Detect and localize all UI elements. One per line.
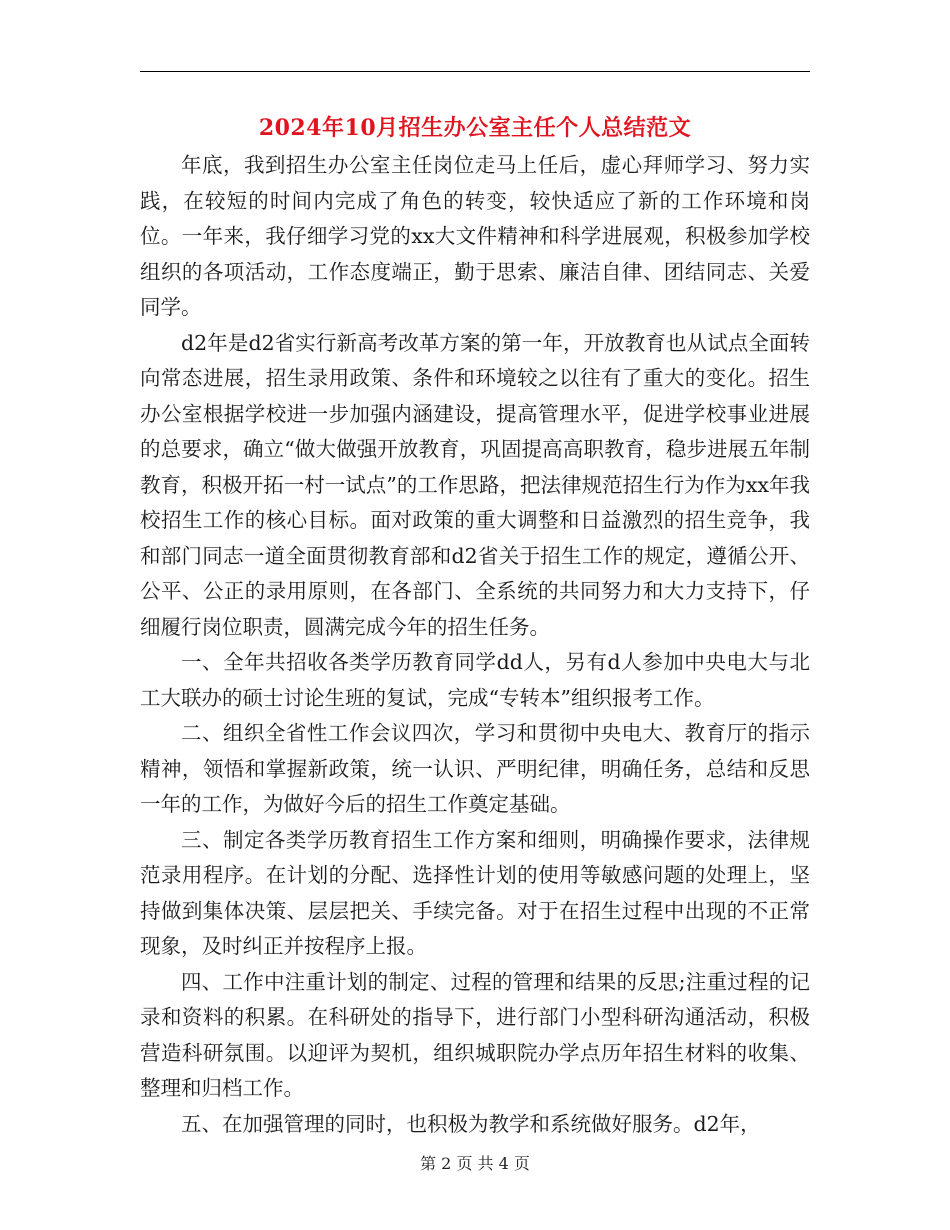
- paragraph-policy: d2年是d2省实行新高考改革方案的第一年，开放教育也从试点全面转向常态进展，招生录用政策、条件和环境较之以往有了重大的变化。招生办公室根据学校进一步加强内涵建设，提高管理水平，促进学校事业进展的总要求，确立“做大做强开放教育，巩固提高高职教育，稳步进展五年制教育，积极开拓一村一试点”的工作思路，把法律规范招生行为作为xx年我校招生工作的核心目标。面对政策的重大调整和日益激烈的招生竞争，我和部门同志一道全面贯彻教育部和d2省关于招生工作的规定，遵循公开、公平、公正的录用原则，在各部门、全系统的共同努力和大力支持下，仔细履行岗位职责，圆满完成今年的招生任务。: [140, 330, 810, 639]
- paragraph-item-4: 四、工作中注重计划的制定、过程的管理和结果的反思;注重过程的记录和资料的积累。在科研处的指导下，进行部门小型科研沟通活动，积极营造科研氛围。以迎评为契机，组织城职院办学点历年招生材料的收集、整理和归档工作。: [140, 969, 810, 1100]
- paragraph-item-2: 二、组织全省性工作会议四次，学习和贯彻中央电大、教育厅的指示精神，领悟和掌握新政策，统一认识、严明纪律，明确任务，总结和反思一年的工作，为做好今后的招生工作奠定基础。: [140, 721, 810, 816]
- paragraph-item-1: 一、全年共招收各类学历教育同学dd人，另有d人参加中央电大与北工大联办的硕士讨论生班的复试，完成“专转本”组织报考工作。: [140, 650, 810, 710]
- paragraph-intro: 年底，我到招生办公室主任岗位走马上任后，虚心拜师学习、努力实践，在较短的时间内完成了角色的转变，较快适应了新的工作环境和岗位。一年来，我仔细学习党的xx大文件精神和科学进展观，积极参加学校组织的各项活动，工作态度端正，勤于思索、廉洁自律、团结同志、关爱同学。: [140, 153, 810, 319]
- document-body: [140, 148, 810, 1142]
- paragraph-item-3: 三、制定各类学历教育招生工作方案和细则，明确操作要求，法律规范录用程序。在计划的分配、选择性计划的使用等敏感问题的处理上，坚持做到集体决策、层层把关、手续完备。对于在招生过程中出现的不正常现象，及时纠正并按程序上报。: [140, 827, 810, 958]
- document-title: 2024年10月招生办公室主任个人总结范文: [258, 115, 692, 141]
- page-number: 第 2 页 共 4 页: [420, 1154, 530, 1173]
- paragraph-item-5: 五、在加强管理的同时，也积极为教学和系统做好服务。d2年，: [181, 1111, 761, 1136]
- header-rule: [140, 71, 810, 72]
